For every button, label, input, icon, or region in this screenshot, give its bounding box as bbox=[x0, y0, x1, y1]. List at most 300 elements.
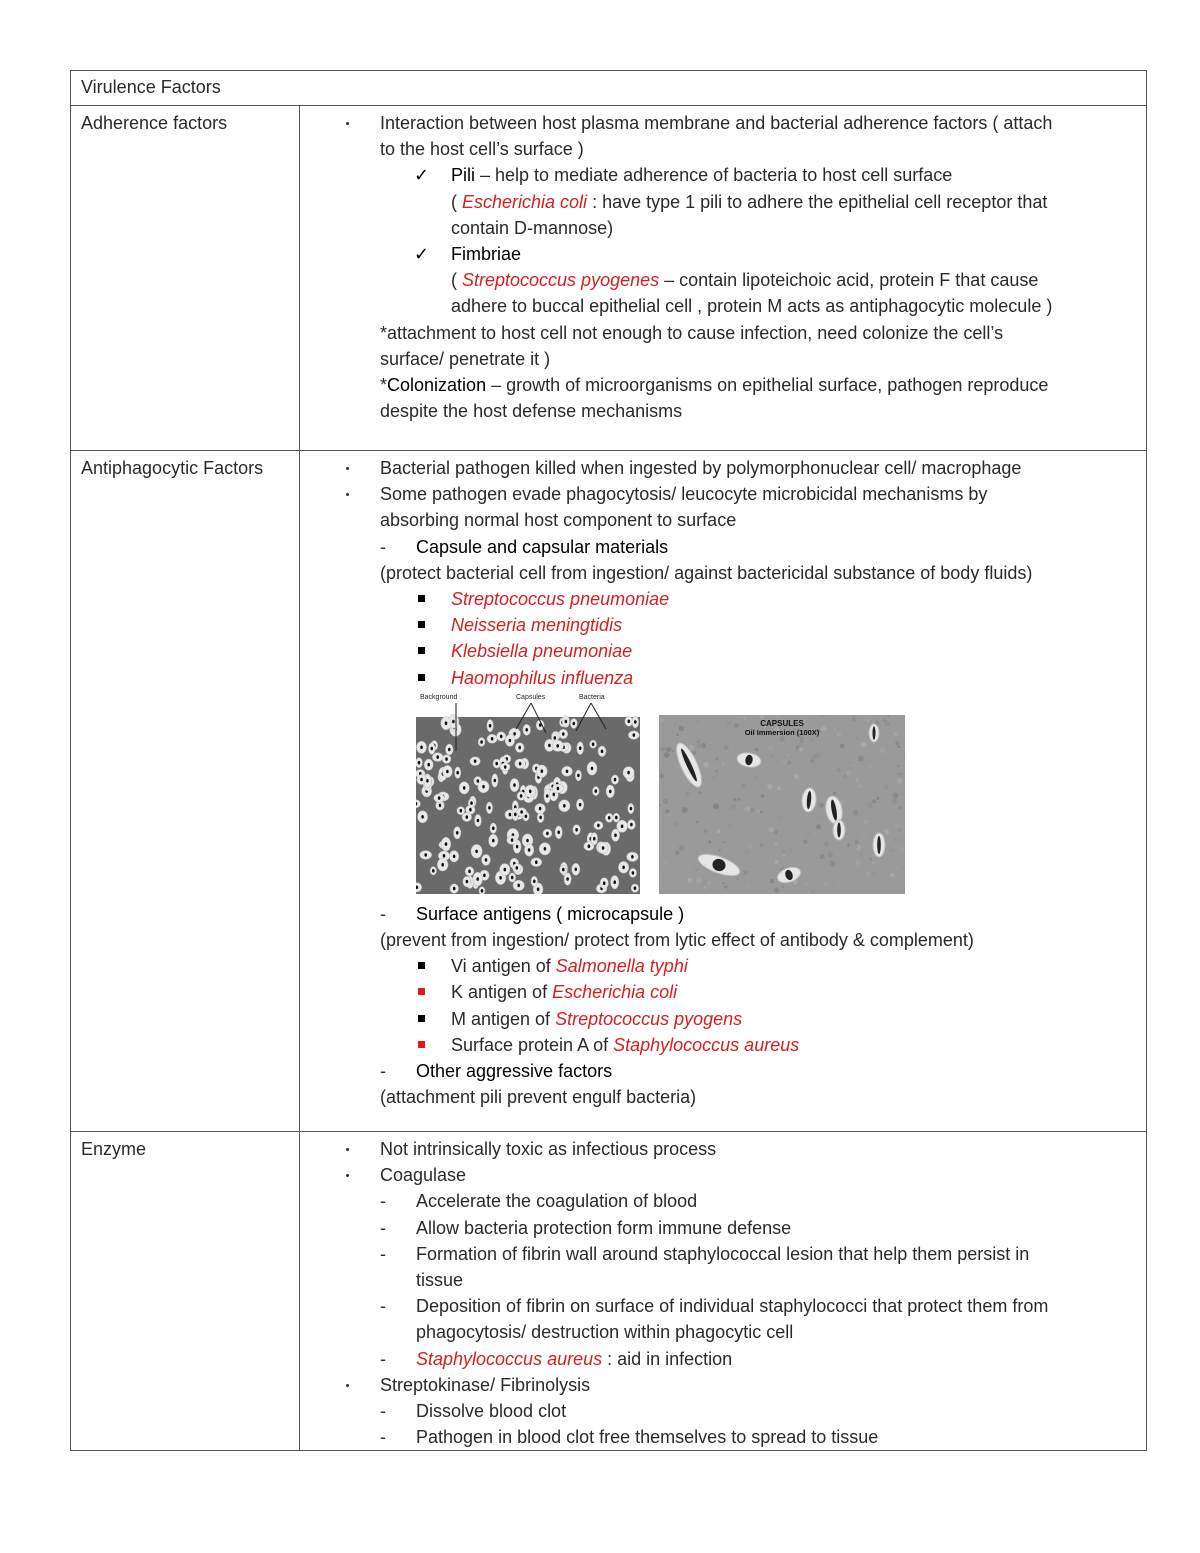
texture-speck bbox=[846, 832, 850, 836]
texture-speck bbox=[786, 754, 788, 756]
texture-speck bbox=[699, 791, 702, 794]
row-content-cell: Interaction between host plasma membrane and bacterial adherence factors ( attach to the host cell’s surface ) ✓ Pili – help to mediate adherence of bacteria to host cell surface ( Escherichia coli : have type 1 pili to adhere the epithelial cell receptor that contain D-mannose) ✓ Fimbriae ( Streptococcus pyogenes – contain lipoteichoic acid, protein F that cause adhere to buccal epithelial cell , protein M acts as antiphagocytic molecule ) *attachment to host cell not enough to cause infection, need colonize the cell’s surface/ penetrate it ) *Colonization – growth of microorganisms on epithelial surface, pathogen reproduce despite the host defense mechanisms bbox=[300, 106, 1147, 451]
bacterium-dot bbox=[489, 724, 492, 728]
bacterium-dot bbox=[516, 845, 519, 849]
bacterium-dot bbox=[492, 839, 495, 843]
texture-speck bbox=[717, 830, 721, 834]
bacterium-dot bbox=[575, 828, 578, 832]
species-name: Streptococcus pyogens bbox=[555, 1008, 743, 1029]
texture-speck bbox=[720, 731, 722, 733]
texture-speck bbox=[661, 747, 665, 751]
texture-speck bbox=[701, 743, 706, 748]
bacterium-dot bbox=[554, 736, 557, 740]
texture-speck bbox=[846, 770, 851, 775]
bullet-icon bbox=[346, 493, 349, 496]
species-name: Staphylococcus aureus bbox=[416, 1348, 603, 1369]
bacterium-dot bbox=[525, 728, 528, 732]
bacterium-dot bbox=[630, 807, 633, 811]
texture-speck bbox=[776, 715, 779, 718]
bacterium-rod bbox=[873, 726, 876, 740]
bacterium-dot bbox=[431, 747, 434, 751]
texture-speck bbox=[689, 745, 694, 750]
bacterium-dot bbox=[539, 815, 542, 819]
texture-speck bbox=[838, 881, 840, 883]
bacterium-dot bbox=[418, 761, 421, 765]
texture-speck bbox=[876, 796, 879, 799]
texture-speck bbox=[783, 854, 786, 857]
bacterium-dot bbox=[456, 831, 459, 835]
texture-speck bbox=[897, 867, 899, 869]
texture-speck bbox=[736, 877, 739, 880]
checkmark-icon: ✓ bbox=[414, 165, 430, 186]
texture-speck bbox=[860, 875, 863, 878]
texture-speck bbox=[768, 745, 773, 750]
bacterium-dot bbox=[481, 889, 484, 893]
bacterium-dot bbox=[474, 759, 477, 763]
texture-speck bbox=[663, 799, 668, 804]
texture-speck bbox=[687, 878, 692, 883]
list-item: K antigen of Escherichia coli bbox=[300, 979, 1136, 1005]
species-name: Klebsiella pneumoniae bbox=[451, 641, 633, 662]
bacterium-dot bbox=[452, 720, 455, 724]
list-item bbox=[300, 638, 1136, 664]
bacterium-dot bbox=[504, 765, 507, 769]
texture-speck bbox=[703, 880, 708, 885]
square-bullet-icon bbox=[418, 674, 425, 681]
table-row bbox=[71, 1132, 1147, 1451]
bacterium-dot bbox=[477, 779, 480, 783]
texture-speck bbox=[676, 733, 679, 736]
texture-speck bbox=[820, 803, 824, 807]
texture-speck bbox=[760, 810, 763, 813]
bacterium-dot bbox=[593, 837, 596, 841]
bacterium-dot bbox=[539, 807, 542, 811]
bacterium-dot bbox=[441, 863, 444, 867]
texture-speck bbox=[867, 803, 872, 808]
texture-speck bbox=[847, 844, 850, 847]
texture-speck bbox=[830, 860, 832, 862]
texture-speck bbox=[854, 845, 858, 849]
texture-speck bbox=[799, 747, 804, 752]
bacterium-dot bbox=[579, 746, 582, 750]
texture-speck bbox=[664, 752, 670, 758]
bacterium-dot bbox=[563, 804, 566, 808]
texture-speck bbox=[858, 784, 862, 788]
list-item: Interaction between host plasma membrane and bacterial adherence factors ( attach bbox=[300, 110, 1136, 136]
texture-speck bbox=[743, 717, 746, 720]
texture-speck bbox=[716, 810, 721, 815]
bacterium-dot bbox=[517, 883, 520, 887]
bullet-icon bbox=[346, 1174, 349, 1177]
table-row bbox=[71, 451, 1147, 1132]
list-item: Bacterial pathogen killed when ingested by polymorphonuclear cell/ macrophage bbox=[300, 455, 1136, 481]
list-item: Surface protein A of Staphylococcus aureus bbox=[300, 1032, 1136, 1058]
bacterium-dot bbox=[579, 803, 582, 807]
bacterium-dot bbox=[495, 762, 498, 766]
texture-speck bbox=[867, 719, 869, 721]
list-item bbox=[300, 612, 1136, 638]
species-name: Neisseria meningtidis bbox=[451, 615, 623, 636]
bacterium-dot bbox=[546, 794, 549, 798]
texture-speck bbox=[725, 721, 730, 726]
texture-speck bbox=[782, 759, 788, 765]
texture-speck bbox=[864, 820, 868, 824]
bacterium-dot bbox=[438, 796, 441, 800]
texture-speck bbox=[713, 776, 716, 779]
list-item: - Accelerate the coagulation of blood bbox=[380, 1191, 698, 1212]
bacterium-dot bbox=[511, 838, 514, 842]
bacterium-dot bbox=[565, 720, 568, 724]
texture-speck bbox=[693, 751, 697, 755]
bacterium-dot bbox=[520, 810, 523, 814]
texture-speck bbox=[692, 743, 694, 745]
species-name: Escherichia coli bbox=[462, 191, 588, 212]
texture-speck bbox=[734, 798, 737, 801]
texture-speck bbox=[746, 885, 749, 888]
bacterium-dot bbox=[632, 871, 635, 875]
bacterium-dot bbox=[603, 881, 606, 885]
square-bullet-icon bbox=[418, 621, 425, 628]
texture-speck bbox=[695, 879, 697, 881]
texture-speck bbox=[876, 719, 879, 722]
texture-speck bbox=[672, 843, 674, 845]
texture-speck bbox=[899, 797, 901, 799]
micrograph-label: Bacteria bbox=[579, 693, 605, 701]
texture-speck bbox=[855, 840, 860, 845]
texture-speck bbox=[775, 843, 778, 846]
list-item: Coagulase bbox=[300, 1162, 1136, 1188]
texture-speck bbox=[780, 834, 783, 837]
texture-speck bbox=[840, 743, 845, 748]
texture-speck bbox=[663, 862, 666, 865]
texture-speck bbox=[685, 792, 689, 796]
micrograph-title: CAPSULES bbox=[760, 718, 804, 728]
texture-speck bbox=[898, 828, 902, 832]
list-item: - Allow bacteria protection form immune defense bbox=[380, 1217, 792, 1238]
texture-speck bbox=[770, 879, 775, 884]
texture-speck bbox=[845, 718, 849, 722]
texture-speck bbox=[778, 815, 784, 821]
row-label-adherence: Adherence factors bbox=[81, 113, 228, 133]
texture-speck bbox=[760, 843, 764, 847]
list-item: - Dissolve blood clot bbox=[380, 1401, 567, 1422]
bacterium-dot bbox=[483, 873, 486, 877]
row-label-antiphagocytic: Antiphagocytic Factors bbox=[81, 458, 264, 478]
bacterium-dot bbox=[573, 722, 576, 726]
bacterium-dot bbox=[556, 744, 559, 748]
bacterium-dot bbox=[499, 876, 502, 880]
list-item: - Staphylococcus aureus : aid in infection bbox=[380, 1348, 733, 1369]
texture-speck bbox=[736, 857, 740, 861]
bacterium-dot bbox=[597, 823, 600, 827]
table-title: Virulence Factors bbox=[71, 71, 1147, 106]
texture-speck bbox=[800, 736, 804, 740]
row-label-cell bbox=[71, 451, 300, 1132]
texture-speck bbox=[719, 849, 721, 851]
texture-speck bbox=[816, 882, 818, 884]
square-bullet-icon bbox=[418, 1015, 425, 1022]
texture-speck bbox=[755, 748, 759, 752]
bullet-icon bbox=[346, 122, 349, 125]
texture-speck bbox=[843, 774, 848, 779]
texture-speck bbox=[696, 878, 702, 884]
bacterium-dot bbox=[445, 721, 448, 725]
texture-speck bbox=[808, 879, 811, 882]
texture-speck bbox=[682, 807, 688, 813]
texture-speck bbox=[852, 715, 857, 720]
texture-speck bbox=[663, 774, 666, 777]
bacterium-dot bbox=[466, 815, 469, 819]
texture-speck bbox=[814, 762, 818, 766]
texture-speck bbox=[803, 737, 806, 740]
texture-speck bbox=[696, 744, 701, 749]
texture-speck bbox=[866, 871, 871, 876]
bacterium-dot bbox=[421, 815, 424, 819]
bacterium-dot bbox=[518, 746, 521, 750]
bacterium-dot bbox=[500, 734, 503, 738]
texture-speck bbox=[744, 849, 749, 854]
list-item: - Capsule and capsular materials bbox=[380, 536, 669, 557]
texture-speck bbox=[680, 884, 685, 889]
texture-speck bbox=[836, 732, 841, 737]
bacterium-dot bbox=[519, 762, 522, 766]
texture-speck bbox=[679, 845, 684, 850]
texture-speck bbox=[820, 854, 825, 859]
texture-speck bbox=[861, 853, 863, 855]
species-name: Escherichia coli bbox=[552, 982, 678, 1003]
texture-speck bbox=[713, 803, 719, 809]
texture-speck bbox=[807, 832, 809, 834]
row-label-cell bbox=[71, 106, 300, 451]
texture-speck bbox=[894, 732, 898, 736]
bacterium-dot bbox=[514, 812, 517, 816]
bacterium-dot bbox=[504, 868, 507, 872]
table-row bbox=[71, 106, 1147, 451]
texture-speck bbox=[855, 737, 858, 740]
texture-speck bbox=[762, 776, 764, 778]
texture-speck bbox=[862, 835, 867, 840]
texture-speck bbox=[897, 773, 899, 775]
texture-speck bbox=[881, 868, 885, 872]
list-item: Vi antigen of Salmonella typhi bbox=[300, 953, 1136, 979]
texture-speck bbox=[722, 762, 725, 765]
texture-speck bbox=[782, 885, 785, 888]
list-item: - Deposition of fibrin on surface of individual staphylococci that protect them from bbox=[380, 1296, 1049, 1317]
bacterium-dot bbox=[516, 866, 519, 870]
bacterium-dot bbox=[463, 786, 466, 790]
bacterium-dot bbox=[424, 853, 427, 857]
bullet-icon bbox=[346, 1384, 349, 1387]
bacterium-dot bbox=[548, 743, 551, 747]
species-name: Streptococcus pyogenes bbox=[462, 270, 660, 291]
list-item: - Formation of fibrin wall around staphylococcal lesion that help them persist in bbox=[380, 1243, 1030, 1264]
texture-speck bbox=[746, 807, 751, 812]
square-bullet-icon bbox=[418, 595, 425, 602]
list-item: ✓ Pili – help to mediate adherence of bacteria to host cell surface bbox=[300, 162, 1136, 188]
texture-speck bbox=[679, 776, 682, 779]
row-content-cell: Bacterial pathogen killed when ingested by polymorphonuclear cell/ macrophage Some pathogen evade phagocytosis/ leucocyte microbicidal mechanisms by absorbing normal host component to surface - Capsule and capsular materials (protect bacterial cell from ingestion/ against bactericidal substance of body fluids) Streptococcus pneumoniae Neisseria meningtidis Klebsiella pneumoniae Haomophilus influenza Background Capsules Bacteria CAPSULES Oil Immersion (100X) - Surface antigens ( microcapsule ) (prevent from ingestion/ protect from lytic effect of antibody & complement) Vi antigen of Salmonella typhi K antigen of Escherichia coli M antigen of Streptococcus pyogens Surface protein A of Staphylococcus aureus - Other aggressive factors (attachment pili prevent engulf bacteria) bbox=[300, 451, 1147, 1132]
texture-speck bbox=[872, 860, 876, 864]
bullet-icon bbox=[346, 1148, 349, 1151]
bacterium-dot bbox=[492, 826, 495, 830]
texture-speck bbox=[799, 815, 801, 817]
bacterium-dot bbox=[480, 740, 483, 744]
texture-speck bbox=[675, 850, 680, 855]
list-item: - Other aggressive factors bbox=[380, 1061, 613, 1082]
texture-speck bbox=[715, 757, 718, 760]
texture-speck bbox=[788, 848, 793, 853]
bacterium-dot bbox=[509, 739, 512, 743]
list-item bbox=[300, 665, 1136, 691]
bacterium-rod bbox=[877, 836, 881, 854]
texture-speck bbox=[855, 860, 860, 865]
texture-speck bbox=[665, 809, 669, 813]
texture-speck bbox=[897, 778, 902, 783]
texture-speck bbox=[824, 883, 827, 886]
bacterium-dot bbox=[468, 869, 471, 873]
list-item: - Surface antigens ( microcapsule ) bbox=[380, 903, 685, 924]
texture-speck bbox=[778, 783, 781, 786]
bacterium-dot bbox=[439, 803, 442, 807]
texture-speck bbox=[774, 830, 778, 834]
bacterium-dot bbox=[528, 848, 531, 852]
texture-speck bbox=[715, 770, 718, 773]
texture-speck bbox=[890, 873, 894, 877]
micrograph-label: Capsules bbox=[516, 693, 546, 701]
species-name: Salmonella typhi bbox=[555, 956, 688, 977]
bacterium-dot bbox=[494, 779, 497, 783]
texture-speck bbox=[860, 742, 866, 748]
texture-speck bbox=[821, 726, 826, 731]
bacterium-dot bbox=[557, 786, 560, 790]
row-label-cell bbox=[71, 1132, 300, 1451]
bacterium-dot bbox=[592, 742, 595, 746]
bacterium-dot bbox=[456, 771, 459, 775]
texture-speck bbox=[847, 767, 851, 771]
texture-speck bbox=[873, 787, 875, 789]
square-bullet-icon bbox=[418, 647, 425, 654]
bacterium-dot bbox=[628, 719, 631, 723]
texture-speck bbox=[754, 776, 757, 779]
bacterium-dot bbox=[608, 816, 611, 820]
texture-speck bbox=[901, 880, 905, 884]
list-item: - Pathogen in blood clot free themselves to spread to tissue bbox=[380, 1427, 879, 1448]
texture-speck bbox=[805, 882, 807, 884]
bacterium-dot bbox=[513, 732, 516, 736]
bacterium-dot bbox=[453, 887, 456, 891]
bacterium-dot bbox=[520, 794, 523, 798]
micrograph-label: Background bbox=[420, 693, 458, 701]
species-name: Haomophilus influenza bbox=[451, 667, 634, 688]
texture-speck bbox=[673, 821, 678, 826]
bacterium-dot bbox=[575, 867, 578, 871]
bacterium-dot bbox=[526, 839, 529, 843]
texture-speck bbox=[703, 830, 706, 833]
texture-speck bbox=[679, 725, 684, 730]
bacterium-dot bbox=[432, 869, 435, 873]
bacterium-dot bbox=[622, 865, 625, 869]
bacterium-dot bbox=[466, 880, 469, 884]
texture-speck bbox=[743, 870, 748, 875]
species-name: Staphylococcus aureus bbox=[613, 1034, 800, 1055]
bacterium-dot bbox=[633, 733, 636, 737]
texture-speck bbox=[869, 765, 871, 767]
bacterium-dot bbox=[488, 806, 491, 810]
bacterium-rod bbox=[837, 822, 841, 837]
square-bullet-icon bbox=[418, 1041, 425, 1048]
texture-speck bbox=[858, 756, 864, 762]
bacterium-dot bbox=[544, 847, 547, 851]
texture-speck bbox=[722, 882, 725, 885]
bacterium-dot bbox=[627, 771, 630, 775]
texture-speck bbox=[718, 788, 721, 791]
bacterium-dot bbox=[602, 846, 605, 850]
texture-speck bbox=[833, 792, 836, 795]
bacterium-dot bbox=[553, 792, 556, 796]
bacterium-dot bbox=[630, 823, 633, 827]
bacterium-dot bbox=[613, 880, 616, 884]
bacterium-dot bbox=[631, 855, 634, 859]
texture-speck bbox=[728, 824, 732, 828]
texture-speck bbox=[853, 810, 859, 816]
bacterium-dot bbox=[475, 849, 478, 853]
bacterium-dot bbox=[491, 737, 494, 741]
texture-speck bbox=[782, 850, 785, 853]
virulence-table bbox=[70, 70, 1147, 1451]
bacterium-dot bbox=[511, 876, 514, 880]
row-label-enzyme: Enzyme bbox=[81, 1139, 147, 1159]
square-bullet-icon bbox=[418, 988, 425, 995]
bacterium-dot bbox=[621, 824, 624, 828]
texture-speck bbox=[694, 871, 696, 873]
table-header-row bbox=[71, 71, 1147, 106]
texture-speck bbox=[723, 744, 728, 749]
bacterium-dot bbox=[614, 833, 617, 837]
bacterium-dot bbox=[541, 769, 544, 773]
texture-speck bbox=[879, 747, 885, 753]
texture-speck bbox=[678, 857, 681, 860]
texture-speck bbox=[704, 886, 707, 889]
texture-speck bbox=[703, 762, 709, 768]
texture-speck bbox=[817, 814, 823, 820]
texture-speck bbox=[696, 821, 698, 823]
texture-speck bbox=[870, 871, 875, 876]
bacterium-dot bbox=[634, 886, 637, 890]
texture-speck bbox=[770, 755, 773, 758]
texture-speck bbox=[769, 827, 774, 832]
texture-speck bbox=[869, 858, 871, 860]
oil-immersion-micrograph bbox=[659, 715, 905, 894]
bacterium-dot bbox=[557, 830, 560, 834]
texture-speck bbox=[856, 779, 859, 782]
bacterium-dot bbox=[588, 844, 591, 848]
bacterium-dot bbox=[476, 877, 479, 881]
bacterium-dot bbox=[427, 763, 430, 767]
texture-speck bbox=[731, 751, 733, 753]
texture-speck bbox=[810, 739, 812, 741]
texture-speck bbox=[893, 839, 896, 842]
bacterium-dot bbox=[485, 858, 488, 862]
texture-speck bbox=[693, 817, 697, 821]
list-item: Some pathogen evade phagocytosis/ leucocyte microbicidal mechanisms by bbox=[300, 481, 1136, 507]
texture-speck bbox=[881, 857, 883, 859]
texture-speck bbox=[872, 799, 876, 803]
bacterium-dot bbox=[420, 778, 423, 782]
texture-speck bbox=[666, 747, 671, 752]
bacterium-dot bbox=[615, 816, 618, 820]
bacterium-dot bbox=[595, 789, 598, 793]
texture-speck bbox=[892, 798, 897, 803]
